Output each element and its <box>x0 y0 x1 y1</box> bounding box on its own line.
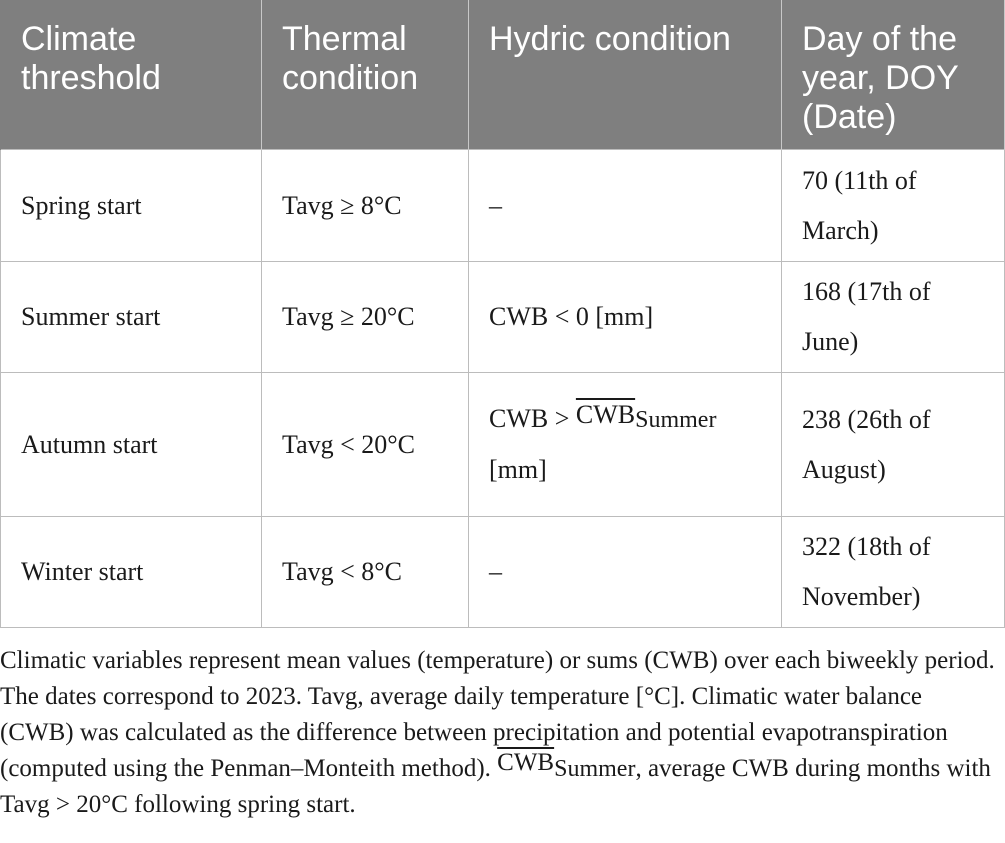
hydric-prefix: CWB > <box>489 404 570 433</box>
cell-threshold: Autumn start <box>1 373 262 517</box>
cwb-bar-text: $\overline{CWB}$ <box>575 400 636 429</box>
footnote-cwb-mean-symbol <box>497 745 554 781</box>
table-footnote <box>0 643 1000 823</box>
cell-hydric: CWB < 0 [mm] <box>469 262 782 373</box>
cell-threshold: Summer start <box>1 262 262 373</box>
table-row <box>1 373 1005 517</box>
header-thermal-condition: Thermal condition <box>262 0 469 150</box>
footnote-text-end: , average CWB during months with Tavg > 20°C following spring start. <box>0 755 991 818</box>
footnote-summer-subscript: Summer <box>554 756 636 782</box>
cell-threshold: Spring start <box>1 150 262 262</box>
hydric-suffix: [mm] <box>489 455 547 484</box>
cell-hydric <box>469 373 782 517</box>
footnote-cwb-bar-text: $\overline{CWB}$ <box>497 749 555 776</box>
cell-threshold: Winter start <box>1 517 262 628</box>
header-hydric-condition: Hydric condition <box>469 0 782 150</box>
footnote-text: Climatic variables represent mean values (temperature) or sums (CWB) over each biweekly period. The dates correspond to 2023. Tavg, average daily temperature [°C]. Climatic water balance (CWB) was calculated as the difference between precipitation and potential evapotranspiration (computed using the Penman–Monteith method). <box>0 647 995 782</box>
cell-doy: 322 (18th of November) <box>782 517 1005 628</box>
table-row <box>1 150 1005 262</box>
table-row <box>1 517 1005 628</box>
cell-doy: 70 (11th of March) <box>782 150 1005 262</box>
header-climate-threshold: Climate threshold <box>1 0 262 150</box>
cell-hydric: – <box>469 517 782 628</box>
table-header-row <box>1 0 1005 150</box>
cell-hydric: – <box>469 150 782 262</box>
cell-thermal: Tavg < 20°C <box>262 373 469 517</box>
cell-thermal: Tavg ≥ 8°C <box>262 150 469 262</box>
cell-doy: 168 (17th of June) <box>782 262 1005 373</box>
header-doy: Day of the year, DOY (Date) <box>782 0 1005 150</box>
cell-doy: 238 (26th of August) <box>782 373 1005 517</box>
cwb-mean-symbol <box>576 390 635 440</box>
table-row <box>1 262 1005 373</box>
cell-thermal: Tavg < 8°C <box>262 517 469 628</box>
cwb-summer-subscript: Summer <box>635 407 717 433</box>
cell-thermal: Tavg ≥ 20°C <box>262 262 469 373</box>
